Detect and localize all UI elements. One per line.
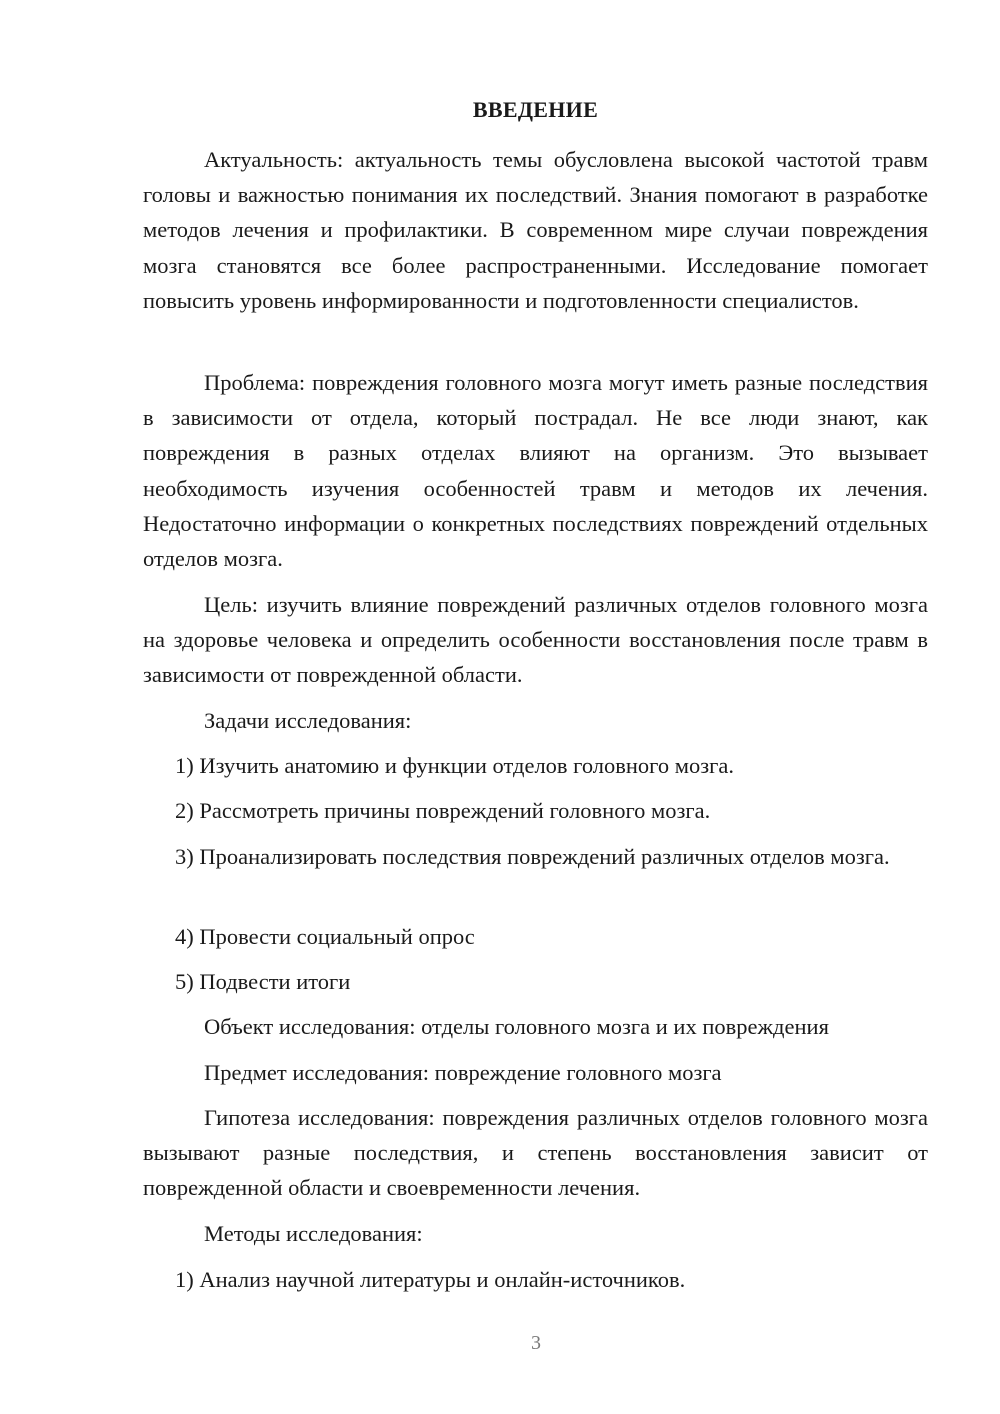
list-item-task-4: 4) Провести социальный опрос — [175, 924, 475, 949]
paragraph-tasks-title: Задачи исследования: — [204, 708, 412, 733]
page-number: 3 — [531, 1332, 541, 1354]
list-item-method-1: 1) Анализ научной литературы и онлайн-источников. — [175, 1267, 686, 1292]
paragraph-hypothesis: Гипотеза исследования: повреждения различных отделов головного мозга вызывают разные последствия, и степень восстановления зависит от поврежденной области и своевременности лечения. — [143, 1105, 928, 1201]
list-item-task-5: 5) Подвести итоги — [175, 969, 351, 994]
paragraph-subject: Предмет исследования: повреждение головного мозга — [204, 1060, 722, 1085]
paragraph-object: Объект исследования: отделы головного мозга и их повреждения — [204, 1014, 829, 1039]
paragraph-problem: Проблема: повреждения головного мозга могут иметь разные последствия в зависимости от отдела, который пострадал. Не все люди знают, как повреждения в разных отделах влияют на организм. Это вызывает необходимость изучения особенностей травм и методов их лечения. Недостаточно информации о конкретных последствиях повреждений отдельных отделов мозга. — [143, 370, 928, 572]
list-item-task-1: 1) Изучить анатомию и функции отделов головного мозга. — [175, 753, 734, 778]
list-item-task-3: 3) Проанализировать последствия повреждений различных отделов мозга. — [175, 844, 890, 869]
paragraph-relevance: Актуальность: актуальность темы обусловлена высокой частотой травм головы и важностью понимания их последствий. Знания помогают в разработке методов лечения и профилактики. В современном мире случаи повреждения мозга становятся все более распространенными. Исследование помогает повысить уровень информированности и подготовленности специалистов. — [143, 147, 928, 313]
page-heading: ВВЕДЕНИЕ — [472, 97, 599, 122]
list-item-task-2: 2) Рассмотреть причины повреждений головного мозга. — [175, 798, 711, 823]
paragraph-methods-title: Методы исследования: — [204, 1221, 423, 1246]
paragraph-goal: Цель: изучить влияние повреждений различных отделов головного мозга на здоровье человека и определить особенности восстановления после травм в зависимости от поврежденной области. — [143, 592, 928, 688]
